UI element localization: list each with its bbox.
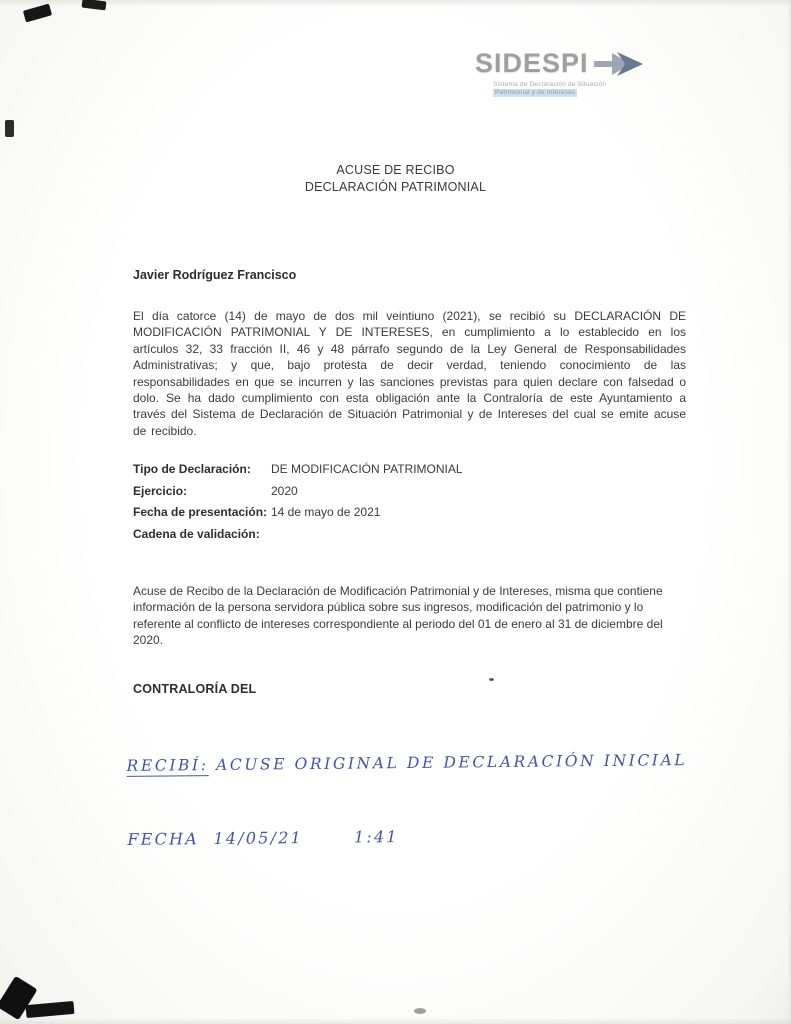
recipient-name: Javier Rodríguez Francisco [133,268,297,282]
scan-edge-bottom [0,1018,791,1024]
footer-paragraph: Acuse de Recibo de la Declaración de Modificación Patrimonial y de Intereses, misma que contiene información de la persona servidora pública sobre sus ingresos, modificación del patrimonio y lo referente al conflicto de intereses correspondiente al periodo del 01 de enero al 31 de diciembre del 2020. [133,584,663,648]
scan-edge-right [787,0,791,1024]
handwritten-note [126,713,688,887]
department-heading: CONTRALORÍA DEL [133,682,257,696]
field-row-ejercicio [133,481,686,503]
forward-arrow-icon [593,49,645,79]
scan-edge-top [0,0,791,7]
logo-text: SIDESPI [475,48,589,78]
sidespi-logo [475,48,645,97]
document-title [0,162,791,196]
handwritten-line-1-rest: ACUSE ORIGINAL DE DECLARACIÓN INICIAL [208,751,688,775]
logo-tagline-line2: Patrimonial y de Intereses [495,89,576,96]
field-label: Tipo de Declaración: [133,462,251,476]
field-row-cadena [133,524,686,546]
scan-artifact [489,678,494,681]
field-label: Fecha de presentación: [133,505,268,519]
handwritten-recibi: RECIBÍ: [126,756,209,775]
handwritten-line-1 [127,751,687,775]
field-value: 14 de mayo de 2021 [271,505,381,519]
declaration-fields [133,459,686,545]
field-label: Ejercicio: [133,483,188,498]
scan-artifact [26,1001,75,1018]
logo-tagline-line1: Sistema de Declaración de Situación [493,81,607,88]
title-line-2: DECLARACIÓN PATRIMONIAL [304,180,487,194]
field-value: DE MODIFICACIÓN PATRIMONIAL [271,462,463,476]
field-row-fecha [133,502,686,524]
scan-artifact [5,120,14,137]
handwritten-line-2: FECHA 14/05/21 1:41 [127,827,399,849]
scan-artifact [82,0,107,10]
scan-artifact [414,1008,426,1014]
field-label: Cadena de validación: [133,526,260,541]
field-value: 2020 [271,483,298,498]
body-paragraph: El día catorce (14) de mayo de dos mil veintiuno (2021), se recibió su DECLARACIÓN DE MODIFICACIÓN PATRIMONIAL Y DE INTERESES, en cumplimiento a lo establecido en los artículos 32, 33 fracción II, 46 y 48 párrafo segundo de la Ley General de Responsabilidades Administrativas; y que, bajo protesta de decir verdad, teniendo conocimiento de las responsabilidades en que se incurren y las sanciones previstas para quien declare con falsedad o dolo. Se ha dado cumplimiento con esta obligación ante la Contraloría de este Ayuntamiento a través del Sistema de Declaración de Situación Patrimonial y de Intereses del cual se emite acuse de recibido. [133,309,686,438]
logo-tagline [493,81,645,97]
field-row-tipo [133,459,686,481]
title-line-1: ACUSE DE RECIBO [336,163,455,177]
